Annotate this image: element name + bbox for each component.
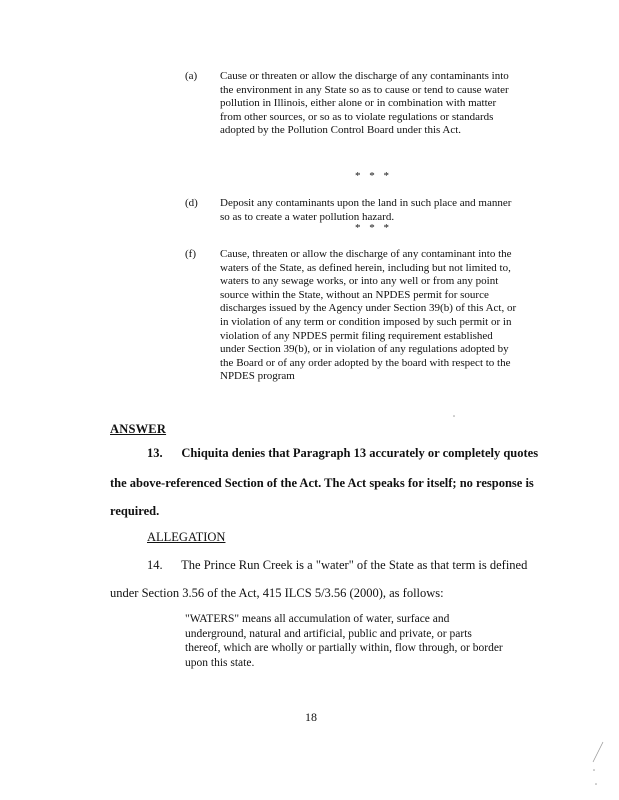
clause-a-text: Cause or threaten or allow the discharge of any contaminants into the environment in any State so as to cause or tend to cause water pollution in Illinois, either alone or in combination with matter from other sources, or so as to violate regulations or standards adopted by the Pollution Control Board under this Act.	[220, 70, 509, 137]
clause-f-text: Cause, threaten or allow the discharge of any contaminant into the waters of the State, as defined herein, including but not limited to, waters to any sewage works, or into any well or from any point source within the State, without an NPDES permit for source discharges issued by the Agency under Section 39(b) of this Act, or in violation of any term or condition imposed by such permit or in violation of any NPDES permit filing requirement established under Section 39(b), or in violation of any regulations adopted by the Board or of any order adopted by the board with respect to the NPDES program	[220, 248, 517, 383]
clause-a-letter: (a)	[185, 70, 198, 82]
scan-mark	[588, 740, 608, 790]
answer-line-2: the above-referenced Section of the Act. The Act speaks for itself; no response is	[110, 476, 534, 490]
answer-line-1: 13. Chiquita denies that Paragraph 13 accurately or completely quotes	[147, 446, 539, 460]
answer-heading: ANSWER	[110, 422, 167, 436]
page-number: 18	[305, 710, 317, 724]
allegation-heading: ALLEGATION	[147, 530, 226, 544]
answer-line-3: required.	[110, 504, 160, 518]
clause-f-letter: (f)	[185, 248, 196, 260]
clause-d-letter: (d)	[185, 197, 198, 209]
clause-d-text: Deposit any contaminants upon the land in such place and manner so as to create a water pollution hazard.	[220, 197, 512, 223]
separator-1: * * *	[355, 170, 392, 182]
allegation-line-1: 14. The Prince Run Creek is a "water" of the State as that term is defined	[147, 558, 528, 572]
scan-dot	[452, 414, 456, 418]
allegation-line-2: under Section 3.56 of the Act, 415 ILCS 5/3.56 (2000), as follows:	[110, 586, 444, 600]
waters-definition-quote: "WATERS" means all accumulation of water, surface and underground, natural and artificial, public and private, or parts thereof, which are wholly or partially within, flow through, or border upon this state.	[185, 613, 503, 669]
separator-2: * * *	[355, 222, 392, 234]
